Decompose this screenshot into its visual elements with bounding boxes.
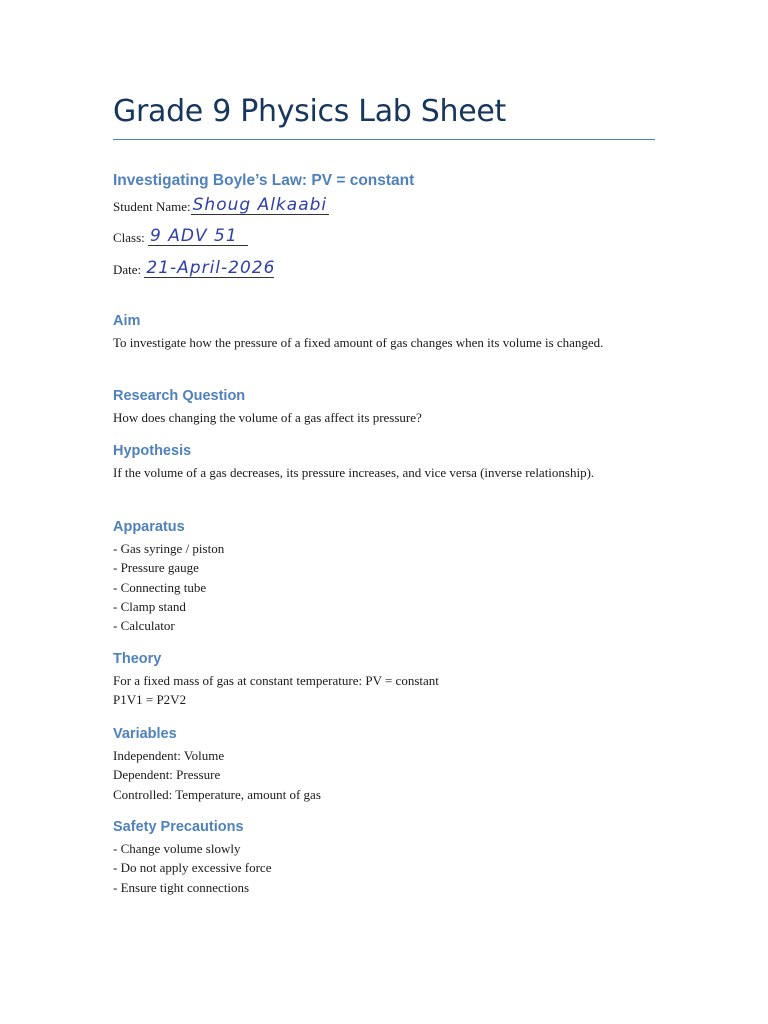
student-name-value: Shoug Alkaabi xyxy=(192,195,328,215)
variables-list xyxy=(113,746,658,804)
apparatus-heading: Apparatus xyxy=(113,519,185,535)
date-field xyxy=(113,258,276,278)
student-name-field xyxy=(113,195,329,215)
theory-line: P1V1 = P2V2 xyxy=(113,692,187,708)
research-question-text: How does changing the volume of a gas affect its pressure? xyxy=(113,410,422,425)
hypothesis-section xyxy=(113,443,658,483)
theory-list xyxy=(113,671,658,710)
apparatus-item: - Pressure gauge xyxy=(113,560,199,576)
aim-heading: Aim xyxy=(113,313,141,329)
research-question-heading: Research Question xyxy=(113,388,246,404)
date-label: Date: xyxy=(113,262,142,277)
document-subtitle: Investigating Boyle’s Law: PV = constant xyxy=(113,172,415,189)
research-question-section xyxy=(113,388,658,428)
apparatus-section xyxy=(113,519,658,635)
safety-item: - Do not apply excessive force xyxy=(113,860,272,876)
theory-line: For a fixed mass of gas at constant temperature: PV = constant xyxy=(113,673,439,688)
class-line[interactable] xyxy=(148,226,248,246)
safety-heading: Safety Precautions xyxy=(113,819,244,835)
variables-section xyxy=(113,726,658,804)
aim-text: To investigate how the pressure of a fixed amount of gas changes when its volume is changed. xyxy=(113,335,604,350)
student-name-label: Student Name: xyxy=(113,199,191,214)
safety-item: - Ensure tight connections xyxy=(113,879,250,895)
safety-list xyxy=(113,839,658,897)
apparatus-item: - Calculator xyxy=(113,618,175,634)
page-title: Grade 9 Physics Lab Sheet xyxy=(113,94,507,129)
theory-heading: Theory xyxy=(113,651,162,667)
theory-section xyxy=(113,651,658,710)
variable-item: Dependent: Pressure xyxy=(113,767,221,783)
student-name-line[interactable] xyxy=(191,195,329,215)
class-field xyxy=(113,226,248,246)
class-label: Class: xyxy=(113,230,145,245)
apparatus-item: - Clamp stand xyxy=(113,598,186,614)
class-value: 9 ADV 51 xyxy=(150,226,238,246)
hypothesis-heading: Hypothesis xyxy=(113,443,192,459)
safety-item: - Change volume slowly xyxy=(113,841,241,856)
date-line[interactable] xyxy=(144,258,276,278)
date-value: 21-April-2026 xyxy=(146,258,276,278)
hypothesis-text: If the volume of a gas decreases, its pressure increases, and vice versa (inverse relationship). xyxy=(113,465,595,480)
apparatus-item: - Connecting tube xyxy=(113,579,207,595)
aim-section xyxy=(113,313,658,353)
title-divider xyxy=(113,139,655,140)
apparatus-list xyxy=(113,539,658,635)
variable-item: Independent: Volume xyxy=(113,748,225,763)
variable-item: Controlled: Temperature, amount of gas xyxy=(113,786,321,802)
apparatus-item: - Gas syringe / piston xyxy=(113,541,225,556)
variables-heading: Variables xyxy=(113,726,177,742)
safety-section xyxy=(113,819,658,897)
